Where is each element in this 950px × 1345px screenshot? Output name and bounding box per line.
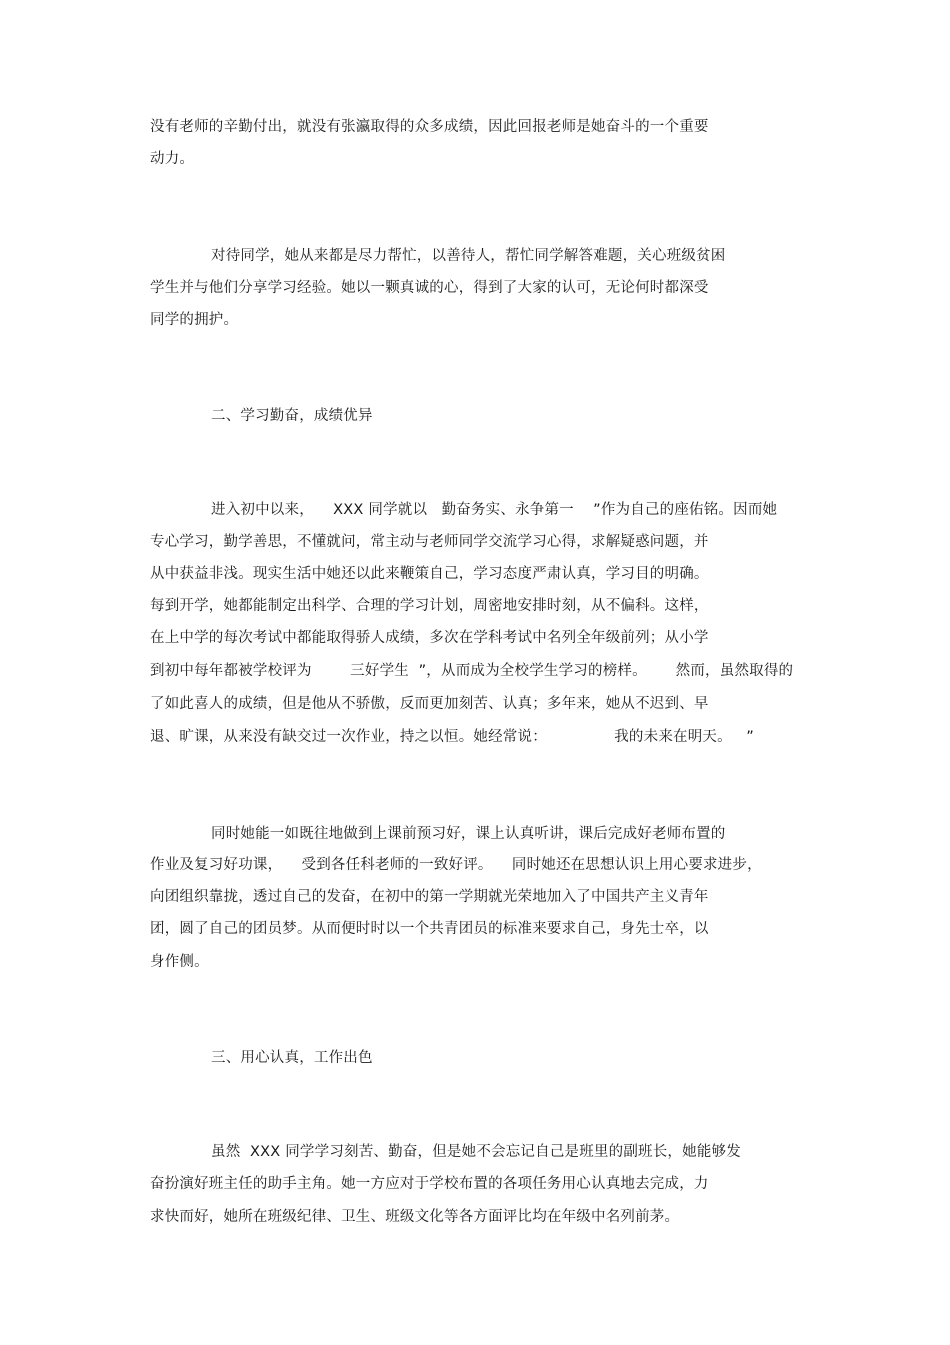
section-heading: 二、学习勤奋，成绩优异 bbox=[211, 408, 373, 424]
text-line: 奋扮演好班主任的助手主角。她一方应对于学校布置的各项任务用心认真地去完成，力 bbox=[150, 1176, 709, 1192]
text-line: 团，圆了自己的团员梦。从而便时时以一个共青团员的标准来要求自己，身先士卒，以 bbox=[150, 921, 709, 937]
text-line: 对待同学，她从来都是尽力帮忙，以善待人，帮忙同学解答难题，关心班级贫困 bbox=[211, 248, 726, 264]
text-line: 在上中学的每次考试中都能取得骄人成绩，多次在学科考试中名列全年级前列；从小学 bbox=[150, 630, 709, 646]
text-line: 了如此喜人的成绩，但是他从不骄傲，反而更加刻苦、认真；多年来，她从不迟到、早 bbox=[150, 696, 709, 712]
text-line: 到初中每年都被学校评为 三好学生 ”，从而成为全校学生学习的榜样。 然而，虽然取得的 bbox=[150, 663, 794, 679]
text-line: 学生并与他们分享学习经验。她以一颗真诚的心，得到了大家的认可，无论何时都深受 bbox=[150, 280, 709, 296]
text-line: 每到开学，她都能制定出科学、合理的学习计划，周密地安排时刻，从不偏科。这样， bbox=[150, 598, 709, 614]
text-line: 退、旷课，从来没有缺交过一次作业，持之以恒。她经常说： 我的未来在明天。 ” bbox=[150, 729, 754, 745]
section-heading: 三、用心认真，工作出色 bbox=[211, 1050, 373, 1066]
text-line: 虽然 XXX 同学学习刻苦、勤奋，但是她不会忘记自己是班里的副班长，她能够发 bbox=[211, 1144, 741, 1160]
text-line: 从中获益非浅。现实生活中她还以此来鞭策自己，学习态度严肃认真，学习目的明确。 bbox=[150, 566, 709, 582]
text-line: 动力。 bbox=[150, 151, 195, 167]
text-line: 同学的拥护。 bbox=[150, 312, 239, 328]
text-line: 身作侧。 bbox=[150, 954, 209, 970]
text-line: 求快而好，她所在班级纪律、卫生、班级文化等各方面评比均在年级中名列前茅。 bbox=[150, 1209, 680, 1225]
text-line: 作业及复习好功课， 受到各任科老师的一致好评。 同时她还在思想认识上用心要求进步， bbox=[150, 857, 762, 873]
text-line: 专心学习，勤学善思，不懂就问，常主动与老师同学交流学习心得，求解疑惑问题，并 bbox=[150, 534, 709, 550]
text-line: 向团组织靠拢，透过自己的发奋，在初中的第一学期就光荣地加入了中国共产主义青年 bbox=[150, 889, 709, 905]
text-line: 没有老师的辛勤付出，就没有张瀛取得的众多成绩，因此回报老师是她奋斗的一个重要 bbox=[150, 119, 709, 135]
text-line: 进入初中以来， XXX 同学就以 勤奋务实、永争第一 ”作为自己的座佑铭。因而她 bbox=[211, 502, 778, 518]
text-line: 同时她能一如既往地做到上课前预习好，课上认真听讲，课后完成好老师布置的 bbox=[211, 826, 726, 842]
